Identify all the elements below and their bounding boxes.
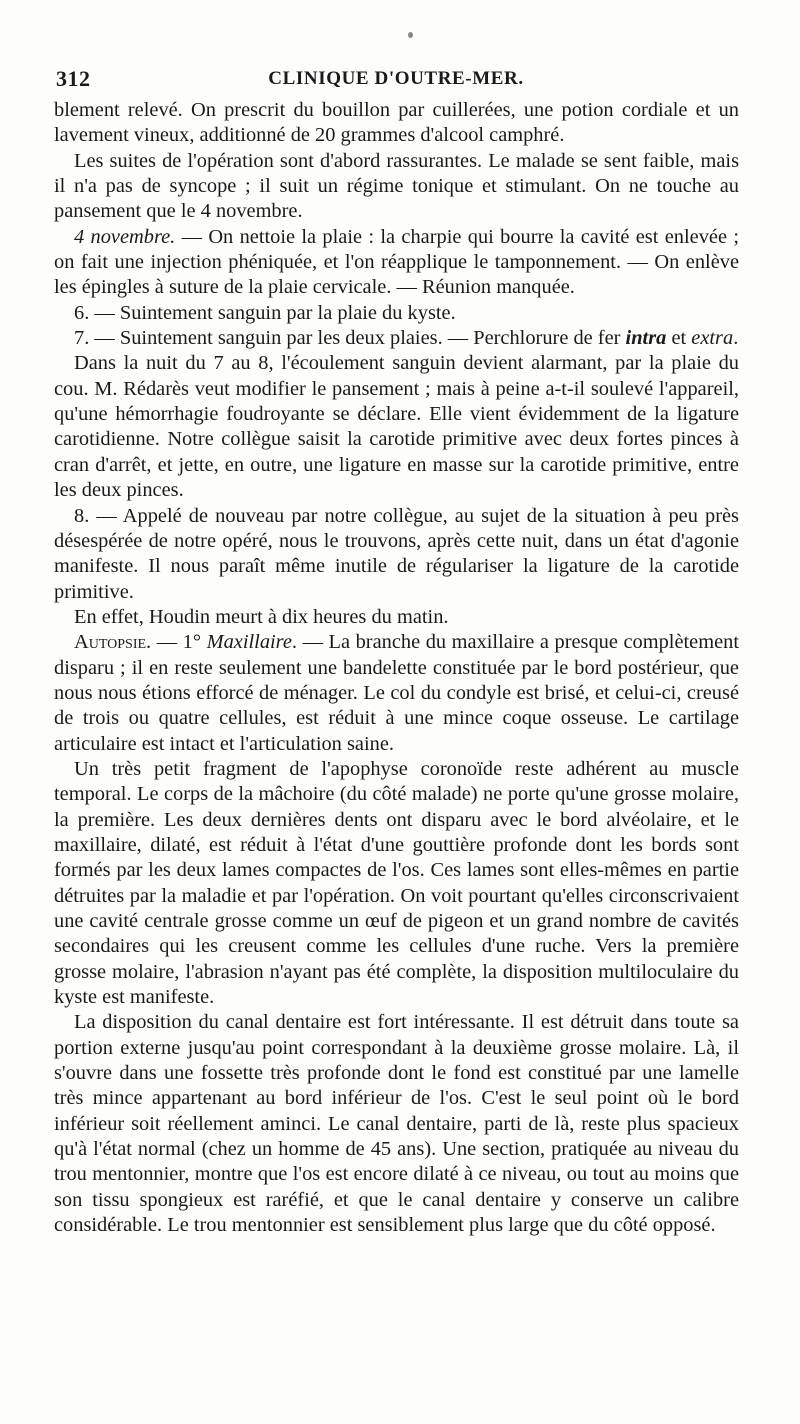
page-number: 312	[56, 66, 91, 91]
autopsie-text: . — La branche du maxillaire a presque complètement disparu ; il en reste seulement une bandelette constituée par le bord postérieur, que nous nous étions efforcé de ménager. Le col du condyle est brisé, et celui-ci, creusé de trois ou quatre cellules, est réduit à une mince coque osseuse. Le cartilage articulaire est intact et l'articulation saine.	[54, 631, 739, 755]
autopsie-separator: — 1°	[151, 631, 207, 654]
paragraph-autopsie	[54, 630, 739, 757]
day-7-text: 7. — Suintement sanguin par les deux plaies. — Perchlorure de fer	[74, 327, 626, 350]
day-7-end: .	[733, 327, 739, 350]
paragraph-suites: Les suites de l'opération sont d'abord rassurantes. Le malade se sent faible, mais il n'a pas de syncope ; il suit un régime tonique et stimulant. On ne touche au pansement que le 4 novembre.	[54, 149, 739, 223]
day-7-join: et	[666, 327, 692, 350]
ink-speck	[408, 32, 413, 38]
running-title: CLINIQUE D'OUTRE-MER.	[268, 68, 524, 89]
date-4-novembre: 4 novembre.	[74, 225, 176, 248]
heading-autopsie: Autopsie.	[74, 631, 152, 654]
paragraph-canal-dentaire: La disposition du canal dentaire est fort intéressante. Il est détruit dans toute sa portion externe jusqu'au point correspondant à la deuxième grosse molaire. Là, il s'ouvre dans une fossette très profonde dont le fond est constitué par une lamelle très mince appartenant au bord inférieur de l'os. C'est le seul point où le bord inférieur soit réellement aminci. Le canal dentaire, parti de là, reste plus spacieux qu'à l'état normal (chez un homme de 45 ans). Une section, pratiquée au niveau du trou mentonnier, montre que l'os est encore dilaté à ce niveau, ou tout au moins que son tissu spongieux est raréfié, et que le canal dentaire y conserve un calibre considérable. Le trou mentonnier est sensiblement plus large que du côté opposé.	[54, 1011, 739, 1237]
body-text	[54, 98, 739, 1238]
paragraph-4-novembre	[54, 225, 739, 301]
paragraph-4-novembre-text: — On nettoie la plaie : la charpie qui bourre la cavité est enlevée ; on fait une injection phéniquée, et l'on réapplique le tamponnement. — On enlève les épingles à suture de la plaie cervicale. — Réunion manquée.	[54, 225, 739, 299]
paragraph-day-6: 6. — Suintement sanguin par la plaie du kyste.	[74, 301, 456, 324]
paragraph-continuation: blement relevé. On prescrit du bouillon par cuillerées, une potion cordiale et un lavement vineux, additionné de 20 grammes d'alcool camphré.	[54, 99, 739, 147]
paragraph-day-7	[54, 326, 739, 351]
subheading-maxillaire: Maxillaire	[206, 631, 292, 654]
paragraph-deces: En effet, Houdin meurt à dix heures du matin.	[74, 605, 449, 628]
word-extra: extra	[691, 327, 734, 350]
word-intra: intra	[625, 327, 667, 350]
paragraph-coronoide: Un très petit fragment de l'apophyse coronoïde reste adhérent au muscle temporal. Le corps de la mâchoire (du côté malade) ne porte qu'une grosse molaire, la première. Les deux dernières dents ont disparu avec le bord alvéolaire, et le maxillaire, dilaté, est réduit à l'état d'une gouttière profonde dont les bords sont formés par les deux lames compactes de l'os. Ces lames sont elles-mêmes en partie détruites par la maladie et par l'opération. On voit pourtant qu'elles circonscrivaient une cavité centrale grosse comme un œuf de pigeon et un grand nombre de cavités secondaires qui les creusent comme les cellules d'une ruche. Vers la première grosse molaire, l'abrasion n'ayant pas été complète, la disposition multiloculaire du kyste est manifeste.	[54, 757, 739, 1009]
paragraph-nuit: Dans la nuit du 7 au 8, l'écoulement sanguin devient alarmant, par la plaie du cou. M. Rédarès veut modifier le pansement ; mais à peine a-t-il soulevé l'appareil, qu'une hémorrhagie foudroyante se déclare. Elle vient évidemment de la ligature carotidienne. Notre collègue saisit la carotide primitive avec deux fortes pinces à cran d'arrêt, et jette, en outre, une ligature en masse sur la carotide primitive, entre les deux pinces.	[54, 352, 739, 502]
paragraph-day-8: 8. — Appelé de nouveau par notre collègue, au sujet de la situation à peu près désespérée de notre opéré, nous le trouvons, après cette nuit, dans un état d'agonie manifeste. Il nous paraît même inutile de régulariser la ligature de la carotide primitive.	[54, 504, 739, 603]
page-header	[56, 66, 736, 96]
